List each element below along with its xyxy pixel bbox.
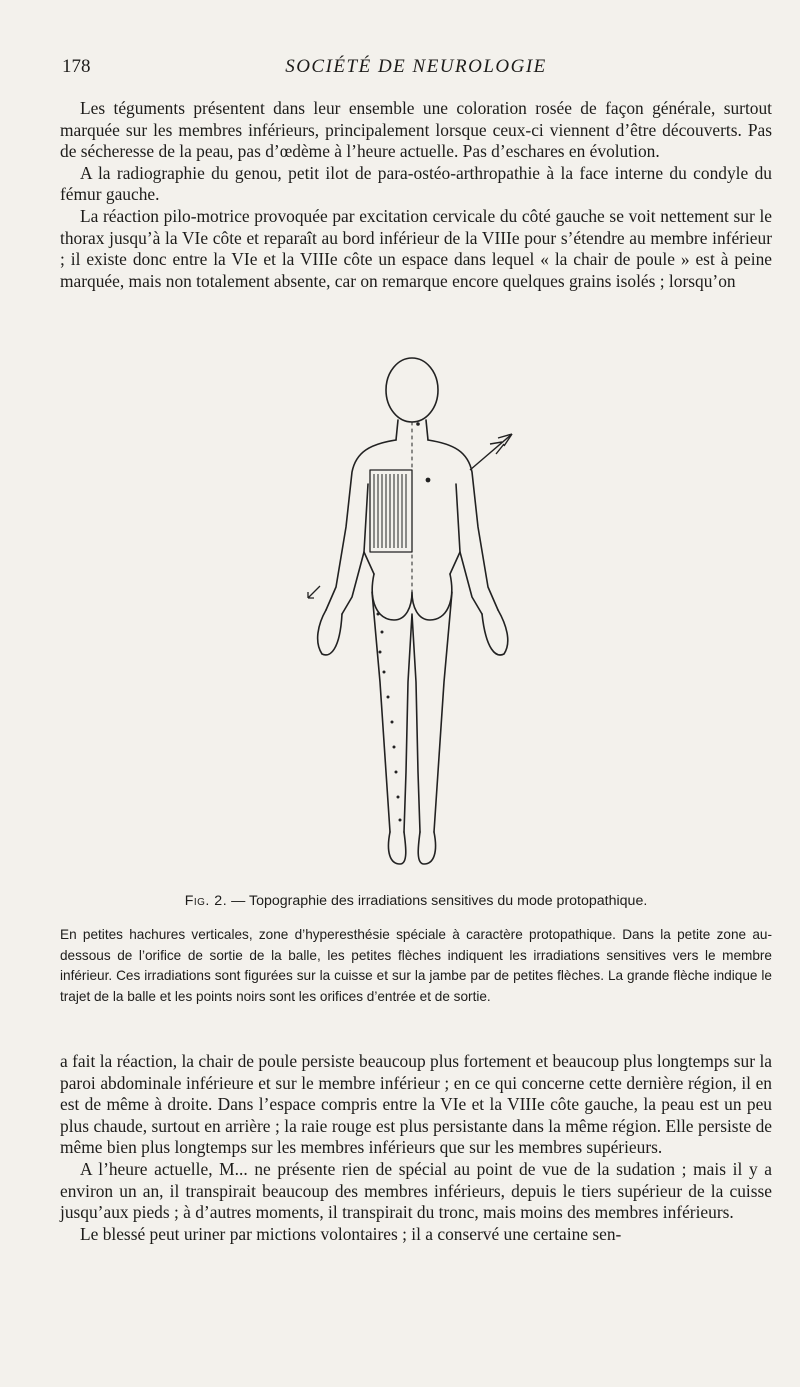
body-text-bottom [60,1051,772,1245]
figure-caption-title [60,893,772,909]
running-head: SOCIÉTÉ DE NEUROLOGIE [285,56,547,77]
figure-legend [60,925,772,1007]
figure-body-diagram [290,352,540,877]
exit-point [416,422,420,426]
buttocks-outline [372,574,452,620]
body-outline-illustration [290,352,540,877]
figure-legend-text: En petites hachures verticales, zone d’hyperesthésie spéciale à caractère protopathique. Dans la petite zone au-dessous de l’orifice de sortie de la balle, les petites flèches indiquent les irradiations sensitives vers le membre inférieur. Ces irradiations sont figurées sur la cuisse et sur la jambe par de petites flèches. La grande flèche indique le trajet de la balle et les points noirs sont les orifices d’entrée et de sortie. [60,927,772,1004]
figure-label: Fig. 2. [184,893,228,909]
paragraph: A la radiographie du genou, petit ilot de para-ostéo-arthropathie à la face interne du condyle du fémur gauche. [60,162,772,205]
page-header [60,56,772,82]
entry-point [426,478,431,483]
paragraph-continued: a fait la réaction, la chair de poule persiste beaucoup plus fortement et beaucoup plus longtemps sur la paroi abdominale inférieure et sur le membre inférieur ; en ce qui concerne cette dernière région, il en est de même à droite. Dans l’espace compris entre la VIe et la VIIIe côte gauche, la peau est un peu plus chaude, surtout en arrière ; la raie rouge est plus persistante dans la même région. Elle persiste de même bien plus longtemps sur les membres inférieurs que sur les membres supérieurs. [60,1051,772,1158]
right-hand [482,610,508,655]
legs-inner [404,614,420,832]
vertical-hatching [374,474,406,548]
paragraph: La réaction pilo-motrice provoquée par excitation cervicale du côté gauche se voit nettement sur le thorax jusqu’à la VIe côte et reparaît au bord inférieur de la VIIIe pour s’étendre au membre inférieur ; il existe donc entre la VIe et la VIIIe côte un espace dans lequel « la chair de poule » est à peine marquée, mais non totalement absente, car on remarque encore quelques grains isolés ; lorsqu’on [60,205,772,291]
legs-outer [372,592,452,832]
left-hand [318,610,342,655]
left-foot [388,832,405,864]
head-outline [386,358,438,422]
page-number: 178 [62,56,91,77]
paragraph: A l’heure actuelle, M... ne présente rien de spécial au point de vue de la sudation ; mais il y a environ un an, il transpirait beaucoup des membres inférieurs, depuis le tiers supérieur de la cuisse jusqu’aux pieds ; à d’autres moments, il transpirait du tronc, mais moins des membres inférieurs. [60,1158,772,1223]
body-text-top [60,98,772,292]
small-arrow-icon [308,586,320,598]
irradiation-marks [377,613,402,822]
figure-title: — Topographie des irradiations sensitives du mode protopathique. [231,893,648,909]
right-foot [418,832,435,864]
paragraph: Le blessé peut uriner par mictions volontaires ; il a conservé une certaine sen- [80,1223,622,1244]
paragraph: Les téguments présentent dans leur ensemble une coloration rosée de façon générale, surtout marquée sur les membres inférieurs, principalement lorsque ceux-ci viennent d’être découverts. Pas de sécheresse de la peau, pas d’œdème à l’heure actuelle. Pas d’eschares en évolution. [60,98,772,162]
large-arrow-icon [470,434,512,470]
